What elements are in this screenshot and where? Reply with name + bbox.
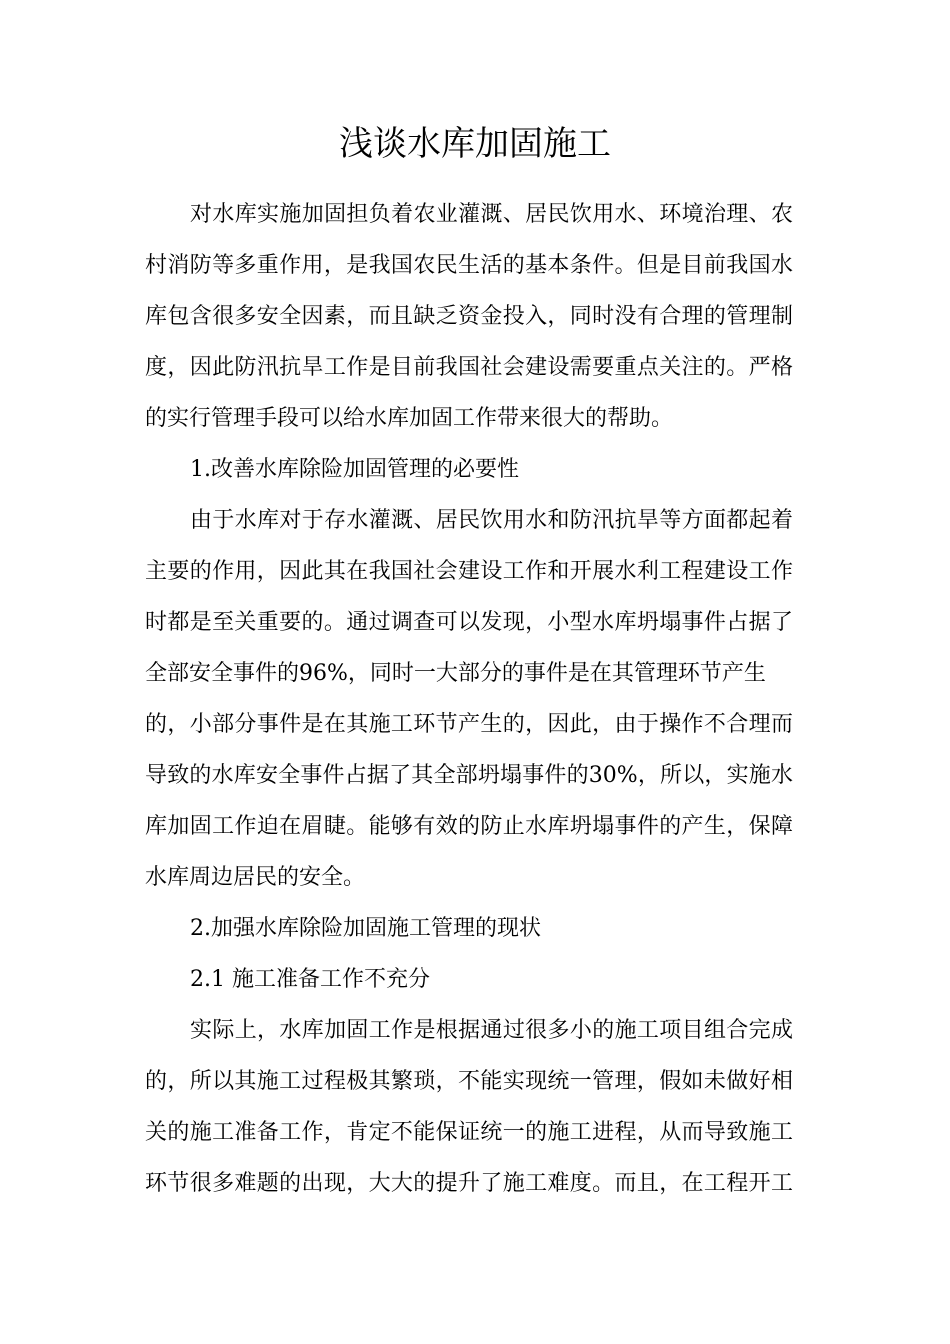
paragraph-line: 度，因此防汛抗旱工作是目前我国社会建设需要重点关注的。严格 xyxy=(145,355,793,380)
subsection-heading: 2.1 施工准备工作不充分 xyxy=(190,967,430,992)
paragraph-line: 水库周边居民的安全。 xyxy=(145,865,366,890)
section-heading: 2.加强水库除险加固施工管理的现状 xyxy=(190,916,541,941)
paragraph-line: 对水库实施加固担负着农业灌溉、居民饮用水、环境治理、农 xyxy=(190,202,793,227)
paragraph-line: 导致的水库安全事件占据了其全部坍塌事件的30%，所以，实施水 xyxy=(145,763,793,788)
paragraph-line: 环节很多难题的出现，大大的提升了施工难度。而且，在工程开工 xyxy=(145,1171,793,1196)
paragraph-line: 的，小部分事件是在其施工环节产生的，因此，由于操作不合理而 xyxy=(145,712,793,737)
paragraph-line: 由于水库对于存水灌溉、居民饮用水和防汛抗旱等方面都起着 xyxy=(190,508,793,533)
document-title: 浅谈水库加固施工 xyxy=(339,124,611,164)
paragraph-line: 实际上，水库加固工作是根据通过很多小的施工项目组合完成 xyxy=(190,1018,793,1043)
paragraph-line: 的实行管理手段可以给水库加固工作带来很大的帮助。 xyxy=(145,406,674,431)
paragraph-line: 库加固工作迫在眉睫。能够有效的防止水库坍塌事件的产生，保障 xyxy=(145,814,793,839)
paragraph-line: 关的施工准备工作，肯定不能保证统一的施工进程，从而导致施工 xyxy=(145,1120,793,1145)
paragraph-line: 的，所以其施工过程极其繁琐，不能实现统一管理，假如未做好相 xyxy=(145,1069,793,1094)
paragraph-line: 村消防等多重作用，是我国农民生活的基本条件。但是目前我国水 xyxy=(145,253,793,278)
paragraph-line: 全部安全事件的96%，同时一大部分的事件是在其管理环节产生 xyxy=(145,661,766,686)
paragraph-line: 库包含很多安全因素，而且缺乏资金投入，同时没有合理的管理制 xyxy=(145,304,793,329)
paragraph-line: 时都是至关重要的。通过调查可以发现，小型水库坍塌事件占据了 xyxy=(145,610,793,635)
section-heading: 1.改善水库除险加固管理的必要性 xyxy=(190,457,519,482)
paragraph-line: 主要的作用，因此其在我国社会建设工作和开展水利工程建设工作 xyxy=(145,559,793,584)
